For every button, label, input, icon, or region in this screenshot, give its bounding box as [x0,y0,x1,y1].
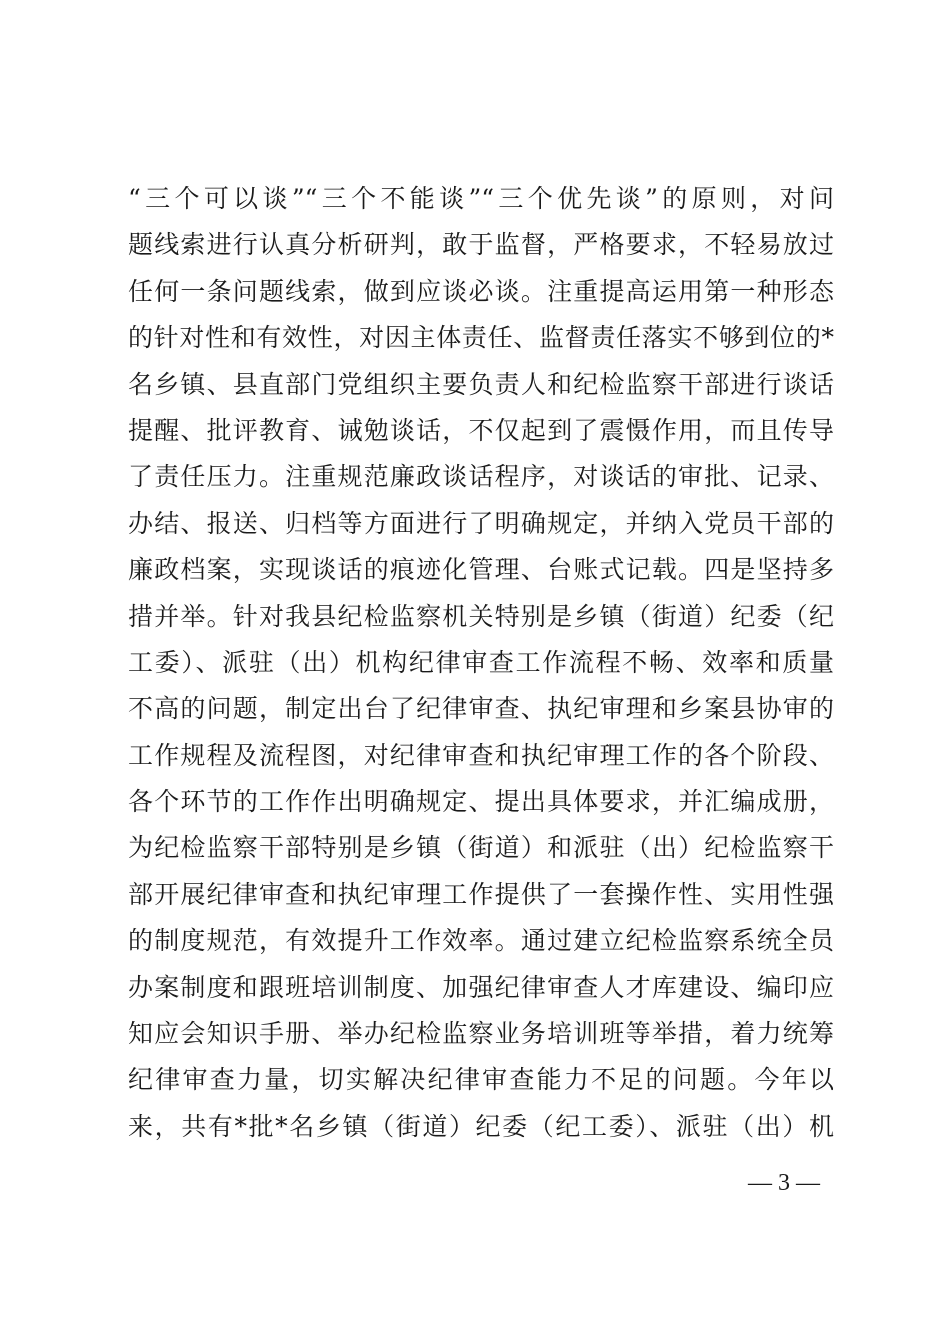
text-line: “三个可以谈”“三个不能谈”“三个优先谈”的原则，对问 [128,184,834,213]
text-line: 措并举。针对我县纪检监察机关特别是乡镇（街道）纪委（纪 [128,601,834,631]
text-line: 的针对性和有效性，对因主体责任、监督责任落实不够到位的* [128,323,834,353]
text-line: 来，共有*批*名乡镇（街道）纪委（纪工委）、派驻（出）机 [128,1111,834,1141]
text-line: 为纪检监察干部特别是乡镇（街道）和派驻（出）纪检监察干 [128,833,834,863]
text-line: 工委）、派驻（出）机构纪律审查工作流程不畅、效率和质量 [128,647,834,677]
text-line: 任何一条问题线索，做到应谈必谈。注重提高运用第一种形态 [128,276,834,306]
body-text [128,176,834,1150]
text-line: 部开展纪律审查和执纪审理工作提供了一套操作性、实用性强 [128,879,834,909]
text-line: 纪律审查力量，切实解决纪律审查能力不足的问题。今年以 [128,1065,834,1095]
text-line: 题线索进行认真分析研判，敢于监督，严格要求，不轻易放过 [128,230,834,260]
text-line: 工作规程及流程图，对纪律审查和执纪审理工作的各个阶段、 [128,740,834,770]
text-line: 各个环节的工作作出明确规定、提出具体要求，并汇编成册， [128,787,834,817]
text-line: 办案制度和跟班培训制度、加强纪律审查人才库建设、编印应 [128,972,834,1002]
text-line: 知应会知识手册、举办纪检监察业务培训班等举措，着力统筹 [128,1019,834,1049]
text-line: 不高的问题，制定出台了纪律审查、执纪审理和乡案县协审的 [128,694,834,724]
text-line: 办结、报送、归档等方面进行了明确规定，并纳入党员干部的 [128,508,834,538]
text-line: 廉政档案，实现谈话的痕迹化管理、台账式记载。四是坚持多 [128,555,834,585]
text-line: 提醒、批评教育、诫勉谈话，不仅起到了震慑作用，而且传导 [128,415,834,445]
text-line: 的制度规范，有效提升工作效率。通过建立纪检监察系统全员 [128,926,834,956]
page-number: — 3 — [748,1170,820,1196]
text-line: 了责任压力。注重规范廉政谈话程序，对谈话的审批、记录、 [128,462,834,492]
text-line: 名乡镇、县直部门党组织主要负责人和纪检监察干部进行谈话 [128,369,834,399]
